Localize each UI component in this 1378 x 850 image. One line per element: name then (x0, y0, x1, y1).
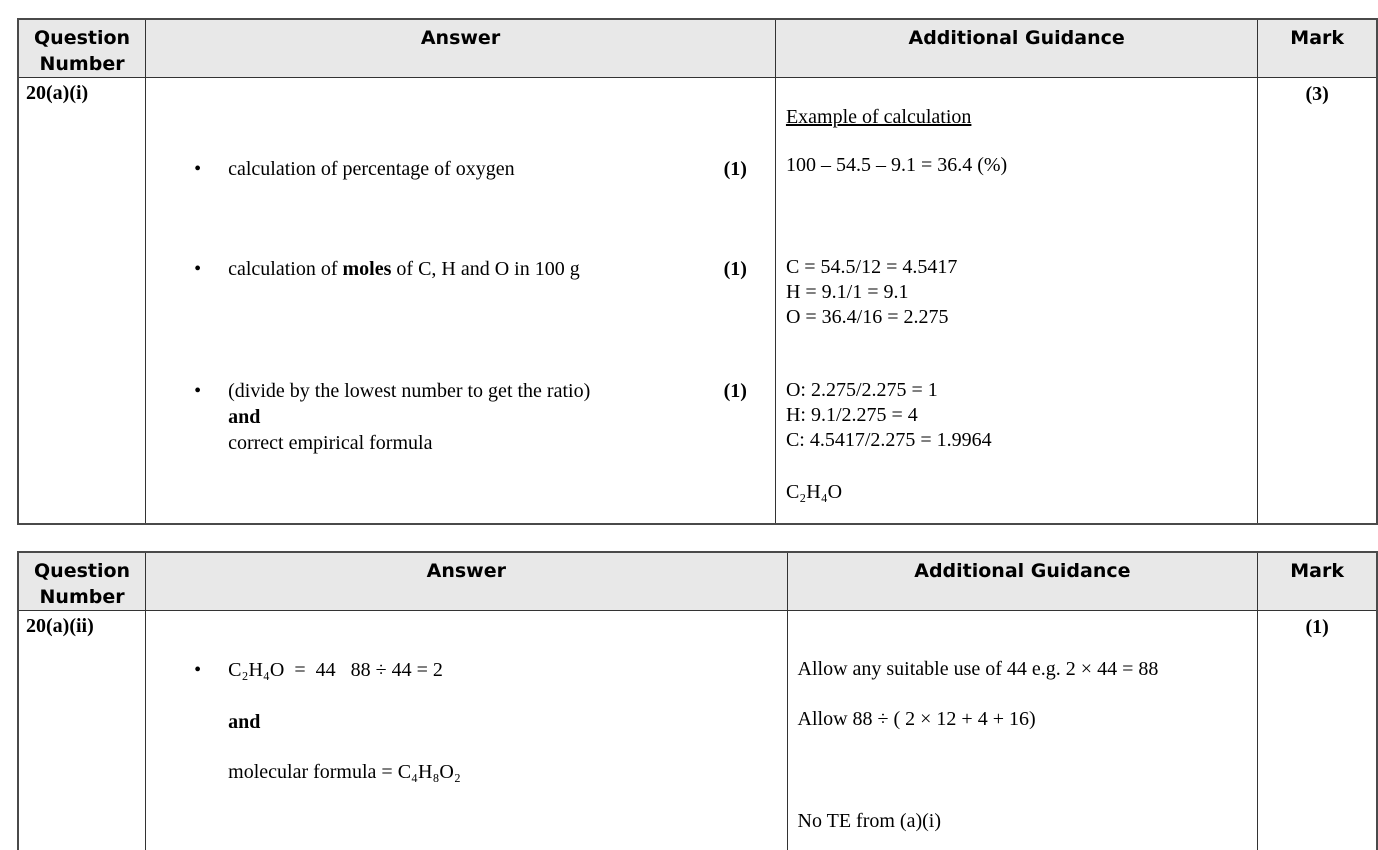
answer-bullet-1-text: C₂H₄O = 44 88 ÷ 44 = 2 (228, 658, 443, 681)
header-answer: Answer (146, 552, 787, 611)
header-question-number: Question Number (18, 19, 146, 78)
guidance-moles-block (786, 255, 1249, 330)
answer-bullet-1-text: calculation of percentage of oxygen (228, 158, 515, 180)
header-mark: Mark (1258, 19, 1377, 78)
table-row (18, 78, 1377, 524)
guidance-line: O: 2.275/2.275 = 1 (785, 379, 938, 401)
text-segment-bold: moles (342, 258, 392, 280)
guidance-ratio-block (786, 378, 1249, 453)
guidance-cell (787, 610, 1258, 850)
guidance-allow-line-2: Allow 88 ÷ ( 2 × 12 + 4 + 16) (797, 707, 1036, 730)
guidance-no-te-line: No TE from (a)(i) (797, 809, 941, 832)
answer-bullet-2-mark: (1) (723, 258, 747, 280)
answer-bullet-3-mark: (1) (723, 380, 747, 402)
header-row (18, 552, 1377, 611)
header-row (18, 19, 1377, 78)
header-question-number: Question Number (18, 552, 146, 611)
mark-scheme-table-2 (17, 551, 1378, 850)
question-number-cell (18, 78, 146, 524)
mark-scheme-page (0, 18, 1378, 850)
bullet-icon: • (194, 158, 202, 180)
guidance-empirical-formula: C₂H₄O (785, 481, 843, 503)
guidance-line: H: 9.1/2.275 = 4 (785, 404, 918, 426)
bullet-icon: • (194, 258, 202, 280)
guidance-cell (775, 78, 1257, 524)
mark-value: (1) (1305, 615, 1329, 638)
answer-cell (146, 610, 787, 850)
guidance-heading: Example of calculation (785, 106, 972, 128)
mark-cell (1258, 78, 1377, 524)
guidance-line: H = 9.1/1 = 9.1 (785, 281, 909, 303)
answer-and-word: and (228, 710, 261, 733)
answer-bullet-3 (146, 378, 775, 456)
guidance-line: O = 36.4/16 = 2.275 (785, 306, 949, 328)
answer-bullet-3-text (228, 378, 716, 456)
guidance-percentage-line: 100 – 54.5 – 9.1 = 36.4 (%) (785, 154, 1008, 176)
answer-cell (146, 78, 776, 524)
header-mark: Mark (1258, 552, 1377, 611)
header-additional-guidance: Additional Guidance (775, 19, 1257, 78)
answer-molecular-formula: molecular formula = C₄H₈O₂ (228, 760, 461, 783)
bullet-icon: • (194, 658, 202, 681)
question-number: 20(a)(i) (26, 82, 89, 104)
answer-bullet-1 (146, 657, 786, 683)
bullet-icon: • (194, 380, 202, 402)
header-answer: Answer (146, 19, 776, 78)
answer-bullet-2-text (228, 256, 716, 282)
guidance-line: C = 54.5/12 = 4.5417 (785, 256, 958, 278)
table-row (18, 610, 1377, 850)
text-segment: of C, H and O in 100 g (391, 258, 580, 280)
text-segment: calculation of (228, 258, 343, 280)
answer-bullet-1-mark: (1) (723, 158, 747, 180)
header-additional-guidance: Additional Guidance (787, 552, 1258, 611)
answer-bullet-3-line-3: correct empirical formula (228, 432, 433, 454)
question-number: 20(a)(ii) (26, 614, 94, 637)
answer-bullet-1 (146, 156, 775, 182)
guidance-allow-line-1: Allow any suitable use of 44 e.g. 2 × 44 = 88 (797, 657, 1159, 680)
answer-bullet-3-line-2: and (228, 406, 261, 428)
mark-cell (1258, 610, 1377, 850)
answer-bullet-2 (146, 256, 775, 282)
mark-value: (3) (1305, 83, 1329, 105)
question-number-cell (18, 610, 146, 850)
mark-scheme-table-1 (17, 18, 1378, 525)
answer-bullet-3-line-1: (divide by the lowest number to get the ratio) (228, 380, 591, 402)
guidance-line: C: 4.5417/2.275 = 1.9964 (785, 429, 992, 451)
